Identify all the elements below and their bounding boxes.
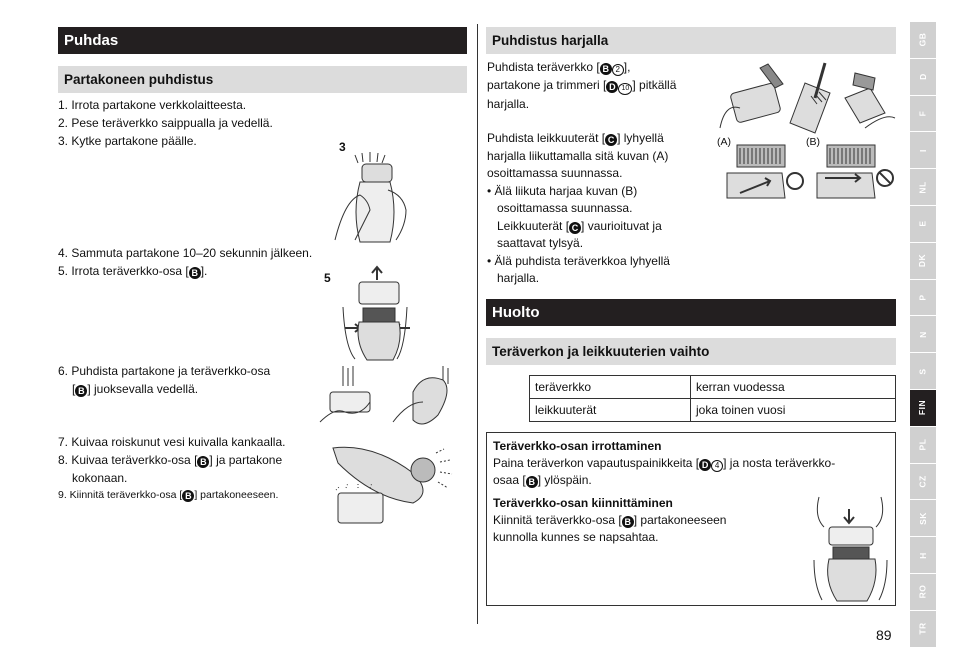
cutter-brush-a-illustration: [725, 143, 805, 203]
brush-paragraph-1: [487, 58, 717, 113]
brush-p1-l1-post: ],: [623, 60, 631, 74]
section-title-cleaning: Puhdas: [58, 27, 467, 54]
language-tab-h[interactable]: [910, 537, 936, 574]
language-tab-label: S: [917, 367, 928, 375]
step-8-line1: [58, 451, 282, 469]
language-tab-label: H: [917, 551, 928, 559]
language-tab-label: PL: [917, 438, 928, 451]
figure-3-label: 3: [339, 140, 346, 154]
brush-p2-l2: harjalla liikuttamalla sitä kuvan (A): [487, 148, 669, 163]
page-number: 89: [876, 627, 892, 643]
language-tab-e[interactable]: [910, 206, 936, 243]
removal-attachment-box: [486, 432, 896, 606]
attach-l2: kunnolla kunnes se napsahtaa.: [493, 530, 659, 544]
step-2: 2. Pese teräverkko saippualla ja vedellä.: [58, 116, 273, 130]
step-9-pre: 9. Kiinnitä teräverkko-osa [: [58, 489, 183, 501]
figure-a-label: (A): [717, 136, 731, 148]
brush-cleaning-illustration: [715, 58, 900, 133]
language-tab-label: CZ: [917, 475, 928, 488]
removal-l2-post: ] ylöspäin.: [537, 473, 592, 487]
symbol-d: D: [699, 459, 711, 471]
brush-paragraph-2: [487, 130, 712, 288]
step-1: 1. Irrota partakone verkkolaitteesta.: [58, 98, 247, 112]
removal-l1-post: ] ja nosta teräverkko-: [723, 456, 836, 470]
replacement-table: [529, 375, 896, 422]
step-6-pre: [: [72, 382, 76, 396]
step-8-line2: kokonaan.: [72, 471, 128, 485]
figure-5-label: 5: [324, 271, 331, 285]
language-tab-ro[interactable]: [910, 574, 936, 611]
language-tab-label: RO: [917, 584, 928, 599]
table-cell: joka toinen vuosi: [691, 399, 896, 422]
language-tab-fin[interactable]: [910, 390, 936, 427]
figure-6-illustration: [318, 362, 458, 432]
language-tab-cz[interactable]: [910, 464, 936, 501]
bullet-1-l1: • Älä liikuta harjaa kuvan (B): [487, 183, 638, 198]
language-tab-tr[interactable]: [910, 611, 936, 648]
step-3: 3. Kytke partakone päälle.: [58, 134, 197, 148]
symbol-b: B: [622, 516, 634, 528]
language-tab-label: FIN: [917, 400, 928, 416]
language-tab-dk[interactable]: [910, 243, 936, 280]
language-tabs: [910, 22, 936, 648]
step-6-post: ] juoksevalla vedellä.: [87, 382, 199, 396]
brush-p1-l1-pre: Puhdista teräverkko [: [487, 60, 600, 74]
language-tab-gb[interactable]: [910, 22, 936, 59]
symbol-b: B: [75, 385, 87, 397]
brush-p1-l2-pre: partakone ja trimmeri [: [487, 78, 607, 92]
language-tab-label: P: [917, 294, 928, 301]
bullet-2-l2: harjalla.: [497, 271, 540, 285]
brush-p1-l3: harjalla.: [487, 97, 530, 111]
language-tab-f[interactable]: [910, 96, 936, 133]
step-6-line1: 6. Puhdista partakone ja teräverkko-osa: [58, 364, 271, 378]
step-6-line2: [72, 380, 198, 398]
symbol-b: B: [526, 476, 538, 488]
language-tab-label: I: [917, 148, 928, 152]
close-bracket: ].: [200, 264, 208, 278]
removal-l1-pre: Paina teräverkon vapautuspainikkeita [: [493, 456, 700, 470]
language-tab-s[interactable]: [910, 353, 936, 390]
step-8-post: ] ja partakone: [209, 453, 283, 467]
language-tab-sk[interactable]: [910, 500, 936, 537]
step-7: 7. Kuivaa roiskunut vesi kuivalla kankaalla.: [58, 435, 286, 449]
language-tab-pl[interactable]: [910, 427, 936, 464]
language-tab-label: N: [917, 330, 928, 338]
removal-l2-pre: osaa [: [493, 473, 526, 487]
symbol-c: C: [569, 222, 581, 234]
bullet-1-l3-post: ] vaurioituvat ja: [581, 218, 662, 233]
step-9: [58, 486, 278, 504]
step-8-pre: 8. Kuivaa teräverkko-osa [: [58, 453, 198, 467]
symbol-b: B: [189, 267, 201, 279]
step-4: 4. Sammuta partakone 10–20 sekunnin jälkeen.: [58, 246, 313, 260]
language-tab-i[interactable]: [910, 132, 936, 169]
language-tab-label: F: [917, 110, 928, 117]
attach-title: Teräverkko-osan kiinnittäminen: [493, 496, 673, 510]
symbol-b: B: [197, 456, 209, 468]
step-5: [58, 262, 207, 280]
attach-head-illustration: [809, 495, 889, 603]
brush-p2-l1-pre: Puhdista leikkuuterät [: [487, 131, 606, 145]
subsection-title-shaver-cleaning: Partakoneen puhdistus: [58, 66, 467, 93]
language-tab-label: GB: [917, 33, 928, 47]
language-tab-p[interactable]: [910, 280, 936, 317]
language-tab-label: DK: [917, 254, 928, 268]
step-9-post: ] partakoneeseen.: [194, 489, 279, 501]
removal-title: Teräverkko-osan irrottaminen: [493, 439, 662, 453]
table-cell: kerran vuodessa: [691, 376, 896, 399]
symbol-d: D: [606, 81, 618, 93]
column-divider: [477, 24, 478, 624]
language-tab-n[interactable]: [910, 316, 936, 353]
step-5-text: 5. Irrota teräverkko-osa [: [58, 264, 189, 278]
language-tab-label: NL: [917, 180, 928, 194]
symbol-b: B: [600, 63, 612, 75]
symbol-c: C: [605, 134, 617, 146]
table-cell: teräverkko: [530, 376, 691, 399]
bullet-2-l1: • Älä puhdista teräverkkoa lyhyellä: [487, 253, 670, 268]
brush-cleaning-title: Puhdistus harjalla: [486, 27, 896, 54]
bullet-1-l3-pre: Leikkuuterät [: [497, 218, 570, 233]
language-tab-label: TR: [917, 622, 928, 635]
attach-l1-pre: Kiinnitä teräverkko-osa [: [493, 513, 622, 527]
language-tab-d[interactable]: [910, 59, 936, 96]
figure-b-label: (B): [806, 136, 820, 148]
bullet-1-l2: osoittamassa suunnassa.: [497, 201, 633, 215]
brush-p2-l1-post: ] lyhyellä: [617, 131, 664, 145]
number-4: 4: [711, 460, 723, 472]
bullet-1-l4: saattavat tylsyä.: [497, 236, 584, 250]
number-10: 10: [618, 83, 632, 95]
table-row: [530, 376, 896, 399]
maintenance-title: Huolto: [486, 299, 896, 326]
table-row: [530, 399, 896, 422]
table-cell: leikkuuterät: [530, 399, 691, 422]
figure-3-illustration: [330, 150, 410, 245]
language-tab-label: SK: [917, 511, 928, 525]
number-2: 2: [612, 64, 624, 76]
language-tab-label: D: [917, 73, 928, 81]
figure-7-illustration: [328, 438, 460, 530]
language-tab-label: E: [917, 220, 928, 227]
attach-l1-post: ] partakoneeseen: [633, 513, 727, 527]
symbol-b: B: [182, 490, 194, 502]
language-tab-nl[interactable]: [910, 169, 936, 206]
brush-p1-l2-post: ] pitkällä: [632, 78, 677, 92]
brush-p2-l3: osoittamassa suunnassa.: [487, 166, 623, 180]
replacement-title: Teräverkon ja leikkuuterien vaihto: [486, 338, 896, 365]
figure-5-illustration: [335, 262, 415, 362]
cutter-brush-b-illustration: [815, 143, 895, 203]
